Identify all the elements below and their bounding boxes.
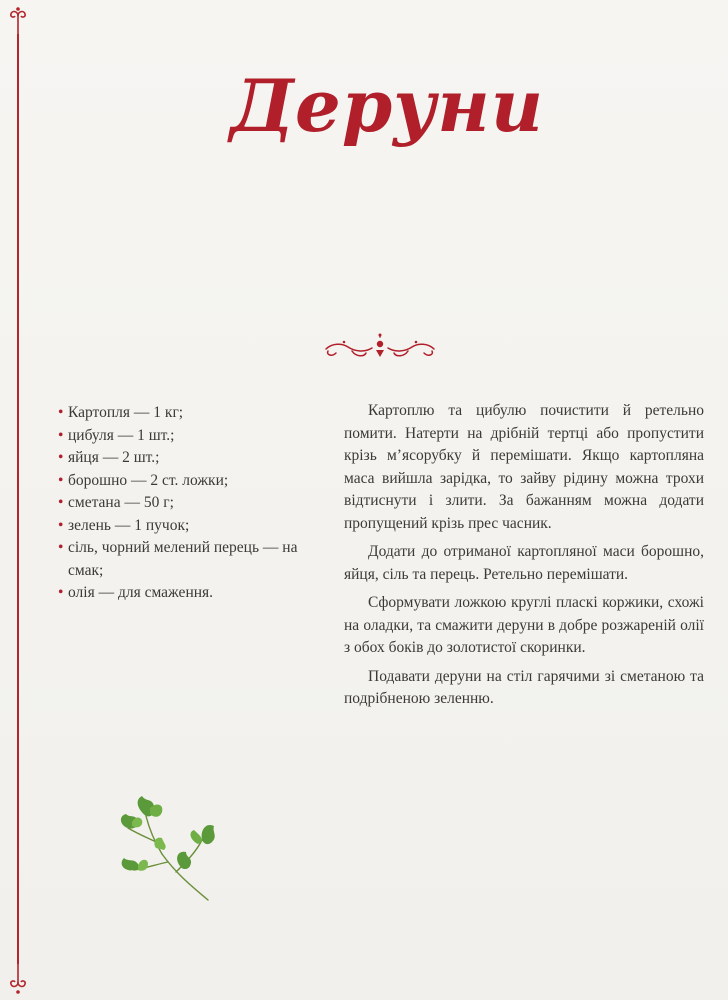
bullet-icon: • [58,426,64,444]
scroll-corner-bottom-icon [6,962,32,996]
ingredient-item: • сметана — 50 г; [58,492,298,515]
bullet-icon: • [58,494,64,511]
ingredient-item: • борошно — 2 ст. ложки; [58,470,298,493]
instruction-paragraph: Картоплю та цибулю почистити й ретельно помити. Натерти на дрібній тертці або пропустити крізь м’ясорубку й перемішати. Якщо картопляна маса вийшла зарідка, то зайву рідину можна трохи відтиснути і злити. За бажанням можна додати пропущений крізь прес часник. [344,402,704,532]
ingredient-item: • сіль, чорний мелений перець — на смак; [58,539,298,579]
bullet-icon: • [58,584,64,601]
recipe-title: Деруни [230,63,545,148]
bullet-icon: • [58,404,64,421]
instruction-paragraph: Сформувати ложкою круглі пласкі коржики, схожі на оладки, та смажити деруни в добре розжареній олії з обох боків до золотистої скоринки. [344,594,704,656]
instruction-paragraph: Подавати деруни на стіл гарячими зі сметаною та подрібненою зеленню. [344,667,704,707]
ingredient-item: • яйця — 2 шт.; [58,447,298,470]
ingredient-item: • олія — для смаження. [58,582,298,605]
parsley-icon [116,792,220,904]
ingredients-list [58,402,298,605]
ornament-divider-icon [322,331,438,363]
ingredient-item: • цибуля — 1 шт.; [58,425,298,448]
instruction-paragraph: Додати до отриманої картопляної маси борошно, яйця, сіль та перець. Ретельно перемішати. [344,543,704,583]
instructions-block [344,400,704,717]
left-border-line [17,34,19,964]
bullet-icon: • [58,516,64,534]
bullet-icon: • [58,471,64,489]
scroll-corner-top-icon [6,6,32,36]
ingredient-item: • зелень — 1 пучок; [58,515,298,538]
bullet-icon: • [58,449,64,466]
ingredient-item: • Картопля — 1 кг; [58,402,298,425]
bullet-icon: • [58,539,64,556]
